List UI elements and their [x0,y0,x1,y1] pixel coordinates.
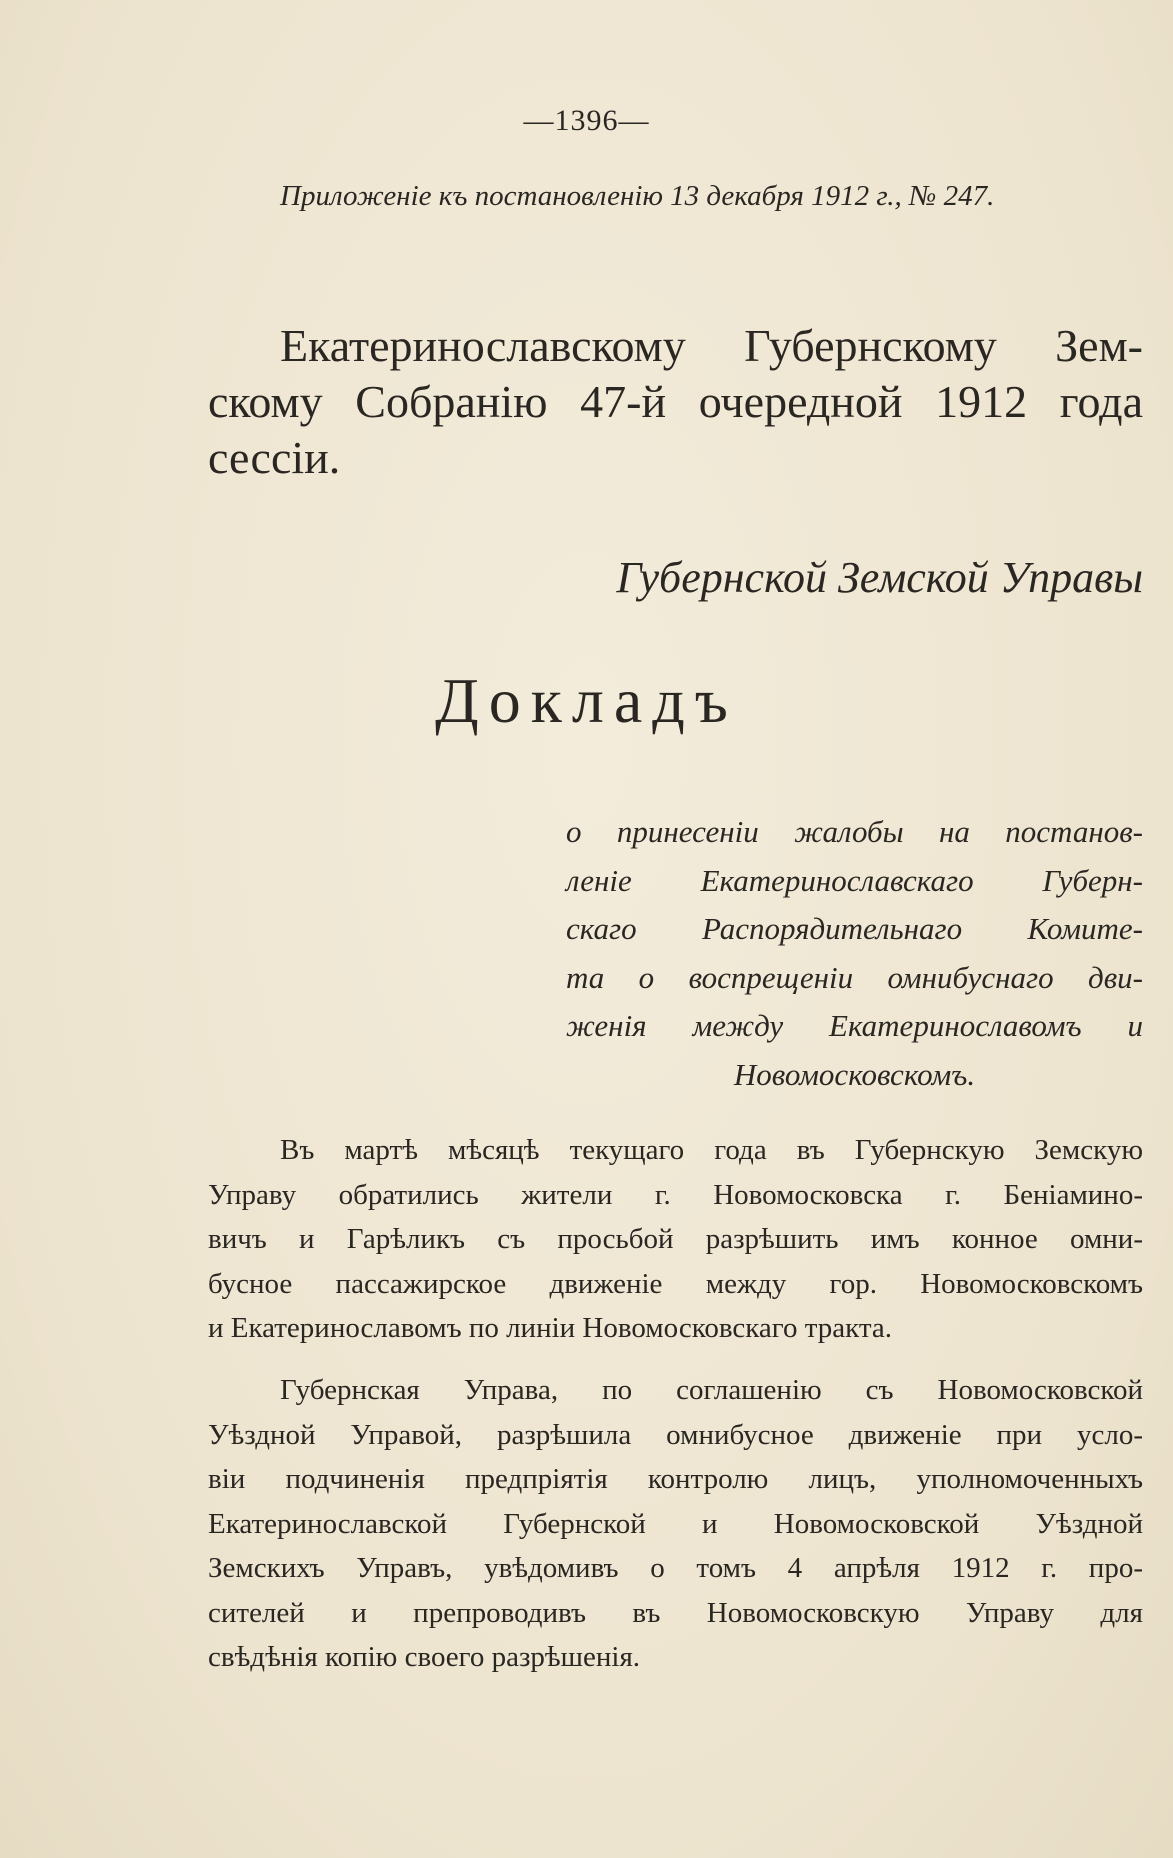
paragraph-2 [208,1368,1143,1680]
subject-line: о принесеніи жалобы на постанов- [566,814,1143,849]
paragraph-line: сителей и препроводивъ въ Новомосковскую Управу для [208,1596,1143,1629]
paragraph-line: Екатеринославской Губернской и Новомосковской Уѣздной [208,1507,1143,1540]
subject-line: та о воспрещеніи омнибуснаго дви- [566,959,1143,995]
authority-line: Губернской Земской Управы [616,553,1143,602]
addressee-heading [208,318,1143,486]
subject-line: леніе Екатеринославскаго Губерн- [566,862,1143,898]
paragraph-line: віи подчиненія предпріятія контролю лицъ, уполномоченныхъ [208,1463,1143,1495]
subject-line: женія между Екатеринославомъ и [566,1008,1143,1043]
paragraph-line: свѣдѣнія копію своего разрѣшенія. [208,1641,641,1673]
addressee-line: Екатеринославскому Губернскому Зем- [280,320,1143,371]
paragraph-line: бусное пассажирское движеніе между гор. Новомосковскомъ [208,1267,1143,1300]
paragraph-line: Уѣздной Управой, разрѣшила омнибусное движеніе при усло- [208,1418,1143,1451]
document-title: Докладъ [435,665,738,736]
paragraph-line: Въ мартѣ мѣсяцѣ текущаго года въ Губернскую Земскую [280,1134,1143,1166]
appendix-note: Приложеніе къ постановленію 13 декабря 1912 г., № 247. [280,180,995,212]
paragraph-line: вичъ и Гарѣликъ съ просьбой разрѣшить имъ конное омни- [208,1223,1143,1255]
paragraph-1 [208,1128,1143,1351]
paragraph-line: Губернская Управа, по соглашенію съ Новомосковской [280,1374,1143,1406]
addressee-line: сессіи. [208,432,341,483]
subject-line: Новомосковскомъ. [733,1056,976,1092]
paragraph-line: и Екатеринославомъ по линіи Новомосковскаго тракта. [208,1312,892,1344]
page-number: —1396— [523,104,650,137]
addressee-line: скому Собранію 47-й очередной 1912 года [208,376,1143,427]
paragraph-line: Земскихъ Управъ, увѣдомивъ о томъ 4 апрѣля 1912 г. про- [208,1552,1143,1584]
subject-line: скаго Распорядительнаго Комите- [566,911,1143,946]
subject-block [566,808,1143,1099]
paragraph-line: Управу обратились жители г. Новомосковска г. Беніамино- [208,1178,1143,1211]
